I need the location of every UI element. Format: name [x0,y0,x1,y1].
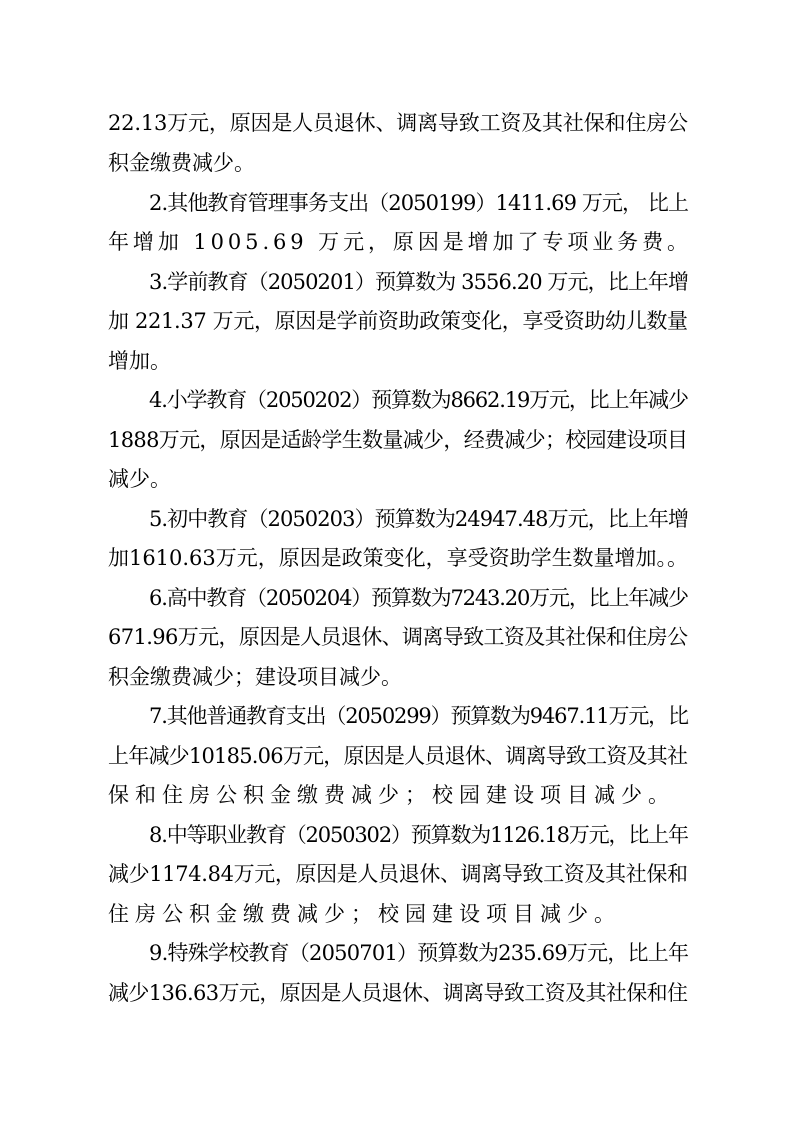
text-line: 6.高中教育（2050204）预算数为7243.20万元，比上年减少 [149,586,688,610]
text-line: 9.特殊学校教育（2050701）预算数为235.69万元，比上年 [149,941,689,965]
text-line: 7.其他普通教育支出（2050299）预算数为9467.11万元，比 [149,704,688,728]
text-line: 增加。 [108,349,171,373]
text-line: 8.中等职业教育（2050302）预算数为1126.18万元，比上年 [149,823,688,847]
text-line: 1888万元，原因是适龄学生数量减少，经费减少；校园建设项目 [108,428,688,452]
text-line: 积金缴费减少。 [108,151,255,175]
text-line: 年增加 1005.69 万元，原因是增加了专项业务费。 [108,230,692,254]
text-line: 4.小学教育（2050202）预算数为8662.19万元，比上年减少 [149,388,688,412]
text-line: 减少1174.84万元，原因是人员退休、调离导致工资及其社保和 [108,862,688,886]
text-line: 减少。 [108,467,171,491]
text-line: 加1610.63万元，原因是政策变化，享受资助学生数量增加。。 [108,546,688,570]
text-line: 加 221.37 万元，原因是学前资助政策变化，享受资助幼儿数量 [108,309,688,333]
text-line: 3.学前教育（2050201）预算数为 3556.20 万元，比上年增 [149,270,689,294]
text-line: 住房公积金缴费减少；校园建设项目减少。 [108,902,621,926]
text-line: 5.初中教育（2050203）预算数为24947.48万元，比上年增 [149,507,689,531]
text-line: 保和住房公积金缴费减少；校园建设项目减少。 [108,783,675,807]
text-line: 积金缴费减少；建设项目减少。 [108,665,402,689]
text-line: 2.其他教育管理事务支出（2050199）1411.69 万元， 比上 [149,191,689,215]
text-line: 减少136.63万元，原因是人员退休、调离导致工资及其社保和住 [108,981,688,1005]
text-line: 上年减少10185.06万元，原因是人员退休、调离导致工资及其社 [108,744,688,768]
text-line: 671.96万元，原因是人员退休、调离导致工资及其社保和住房公 [108,625,688,649]
text-line: 22.13万元，原因是人员退休、调离导致工资及其社保和住房公 [108,111,688,135]
